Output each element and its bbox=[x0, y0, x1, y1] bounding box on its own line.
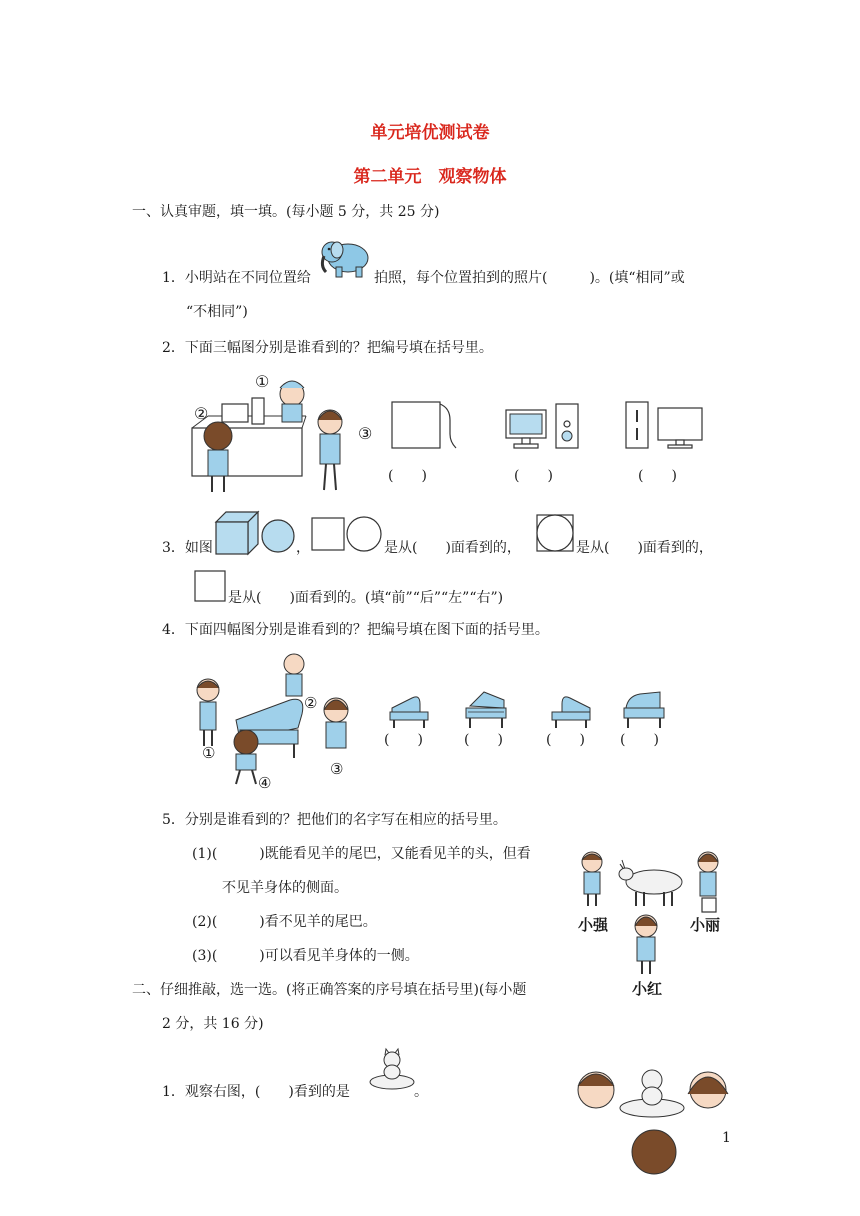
piano-view-1 bbox=[386, 690, 436, 730]
q3-comma: ， bbox=[296, 540, 310, 556]
section1-heading: 一、认真审题，填一填。(每小题 5 分，共 25 分) bbox=[132, 204, 440, 220]
s2-q1-text-b: 。 bbox=[414, 1084, 428, 1100]
q1-text-a: 1．小明站在不同位置给 bbox=[162, 270, 311, 286]
s2-q1-text-a: 1．观察右图，( )看到的是 bbox=[162, 1084, 350, 1100]
q2-text: 2．下面三幅图分别是谁看到的？把编号填在括号里。 bbox=[162, 340, 493, 356]
page-subtitle: 第二单元 观察物体 bbox=[353, 167, 507, 187]
q3-view-circle-in-square bbox=[534, 512, 576, 554]
q5-goat-scene-illustration bbox=[570, 842, 730, 982]
q1-text-c: “不相同”) bbox=[186, 304, 248, 320]
q4-paren-4: ( ) bbox=[620, 732, 659, 748]
q5-name-xiaohong: 小红 bbox=[632, 980, 663, 998]
q5-sub2: (2)( )看不见羊的尾巴。 bbox=[192, 914, 377, 930]
q2-view-a bbox=[388, 398, 458, 452]
q5-sub1-b: 不见羊身体的侧面。 bbox=[222, 880, 348, 896]
section2-heading-a: 二、仔细推敲，选一选。(将正确答案的序号填在括号里)(每小题 bbox=[132, 982, 527, 998]
q2-view-b bbox=[504, 402, 580, 452]
q2-paren-3: ( ) bbox=[638, 468, 677, 484]
q5-sub1-a: (1)( )既能看见羊的尾巴，又能看见羊的头，但看 bbox=[192, 846, 531, 862]
q3-text-d: 是从( )面看到的。(填“前”“后”“左”“右”) bbox=[228, 590, 504, 606]
q5-text: 5．分别是谁看到的？把他们的名字写在相应的括号里。 bbox=[162, 812, 507, 828]
q2-scene-illustration bbox=[188, 370, 368, 496]
q4-mark-3: ③ bbox=[330, 760, 344, 778]
q2-paren-2: ( ) bbox=[514, 468, 553, 484]
page-title: 单元培优测试卷 bbox=[370, 123, 490, 143]
q3-text-c: 是从( )面看到的， bbox=[576, 540, 713, 556]
q2-mark-1: ① bbox=[255, 372, 270, 391]
q4-mark-2: ② bbox=[304, 694, 318, 712]
piano-view-3 bbox=[546, 690, 596, 730]
q4-paren-3: ( ) bbox=[546, 732, 585, 748]
piano-view-4 bbox=[620, 688, 670, 730]
q3-text-a: 3．如图 bbox=[162, 540, 213, 556]
page-number: 1 bbox=[722, 1130, 731, 1146]
q3-view-square-circle bbox=[308, 514, 384, 554]
q5-name-xiaoqiang: 小强 bbox=[578, 916, 609, 934]
section2-heading-b: 2 分，共 16 分) bbox=[162, 1016, 264, 1032]
q4-mark-1: ① bbox=[202, 744, 216, 762]
q5-sub3: (3)( )可以看见羊身体的一侧。 bbox=[192, 948, 419, 964]
q2-mark-3: ③ bbox=[358, 424, 373, 443]
cat-on-plate-icon bbox=[366, 1046, 418, 1094]
q1-text-b: 拍照，每个位置拍到的照片( )。(填“相同”或 bbox=[374, 270, 685, 286]
q2-mark-2: ② bbox=[194, 404, 209, 423]
q2-view-c bbox=[624, 400, 706, 450]
q5-name-xiaoli: 小丽 bbox=[690, 916, 721, 934]
s2-q1-cat-scene-illustration bbox=[572, 1062, 732, 1178]
q4-text: 4．下面四幅图分别是谁看到的？把编号填在图下面的括号里。 bbox=[162, 622, 549, 638]
piano-view-2 bbox=[462, 688, 512, 730]
q3-text-b: 是从( )面看到的， bbox=[384, 540, 521, 556]
q4-paren-1: ( ) bbox=[384, 732, 423, 748]
q4-paren-2: ( ) bbox=[464, 732, 503, 748]
cube-sphere-figure bbox=[212, 508, 296, 556]
q3-view-square bbox=[192, 568, 228, 604]
q2-paren-1: ( ) bbox=[388, 468, 427, 484]
q4-mark-4: ④ bbox=[258, 774, 272, 792]
elephant-icon bbox=[318, 234, 374, 280]
